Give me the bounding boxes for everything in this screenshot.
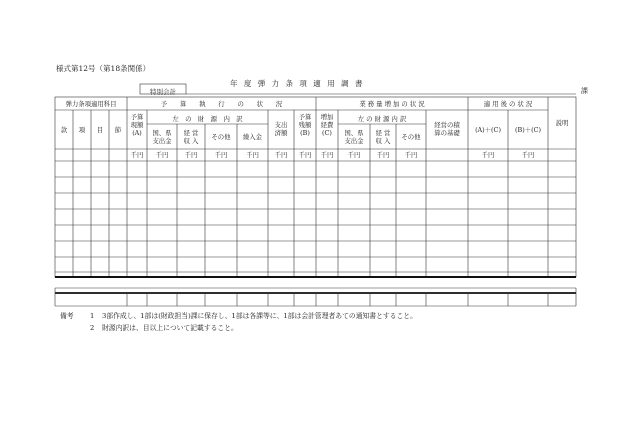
notes-section — [60, 311, 417, 335]
header-subject: 弾力条項適用科目 — [65, 100, 117, 108]
header-funding-breakdown-right: 左 の 財 源 内 訳 — [357, 115, 407, 123]
special-account-label: 特別会計 — [150, 88, 176, 96]
unit-income-left: 千円 — [184, 151, 198, 159]
unit-a-plus-c: 千円 — [481, 151, 495, 159]
total-table — [55, 288, 576, 306]
form-number: 様式第12号（第18条関係） — [56, 64, 151, 73]
unit-expended: 千円 — [274, 151, 288, 159]
unit-national-left: 千円 — [155, 151, 169, 159]
note-item-2 — [60, 323, 417, 335]
unit-national-right: 千円 — [347, 151, 361, 159]
header-a-plus-c: (A)＋(C) — [475, 126, 501, 134]
note-text: 財源内訳は、目以上について記載すること。 — [102, 323, 238, 332]
header-business-income-left: 経 営 収 入 — [183, 129, 199, 145]
unit-b-plus-c: 千円 — [521, 151, 535, 159]
unit-budget-remaining: 千円 — [298, 151, 312, 159]
section-suffix: 課 — [581, 87, 588, 95]
notes-label: 備考 — [60, 312, 74, 320]
header-other-right: その他 — [401, 133, 421, 141]
special-account-box — [140, 84, 186, 94]
unit-income-right: 千円 — [376, 151, 390, 159]
header-explanation: 説明 — [555, 119, 569, 127]
note-number: 1 — [90, 312, 95, 320]
unit-other-left: 千円 — [214, 151, 228, 159]
header-budget-remaining: 予算 残額 (B) — [298, 113, 312, 137]
header-national-prefectural-right: 国、県 支出金 — [344, 129, 364, 145]
document-title: 年 度 弾 力 条 項 適 用 調 書 — [230, 79, 365, 88]
header-workload-increase: 業 務 量 増 加 の 状 況 — [359, 100, 425, 108]
header-kan: 款 — [60, 126, 68, 134]
header-moku: 目 — [96, 126, 104, 134]
unit-budget-current: 千円 — [130, 151, 144, 159]
header-increased-cost: 増加 経費 (C) — [320, 113, 334, 137]
header-after-application: 適 用 後 の 状 況 — [483, 100, 533, 108]
header-national-prefectural-left: 国、県 支出金 — [152, 129, 172, 145]
header-business-income-right: 経 営 収 入 — [375, 129, 391, 145]
header-b-plus-c: (B)＋(C) — [515, 126, 541, 134]
header-funding-breakdown-left: 左 の 財 源 内 訳 — [172, 115, 243, 123]
header-kou: 項 — [78, 126, 86, 134]
header-carryover: 繰入金 — [242, 133, 263, 141]
unit-carryover: 千円 — [246, 151, 259, 159]
note-text: 3部作成し、1部は(財政担当)課に保存し、1部は各課等に、1部は会計管理者あての通知書とすること。 — [102, 312, 417, 320]
header-other-left: その他 — [211, 133, 231, 141]
note-number: 2 — [90, 323, 95, 332]
note-item-1 — [60, 311, 417, 323]
header-budget-status: 予 算 執 行 の 状 況 — [160, 100, 283, 108]
unit-other-right: 千円 — [404, 151, 418, 159]
header-setsu: 節 — [114, 126, 122, 134]
unit-increased-cost: 千円 — [320, 151, 334, 159]
header-estimate-basis: 経営の積 算の基礎 — [434, 121, 460, 137]
header-budget-current: 予算 現額 (A) — [130, 113, 144, 137]
header-expended: 支出 済額 — [274, 121, 288, 137]
